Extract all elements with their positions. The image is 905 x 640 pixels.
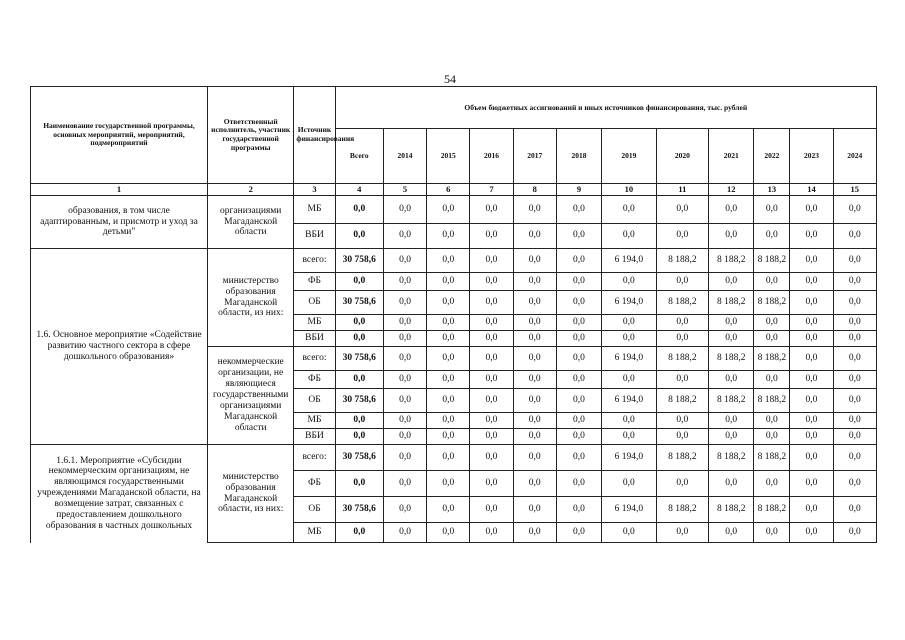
source-cell: МБ: [294, 315, 335, 331]
value-cell: 0,0: [427, 315, 470, 331]
value-cell: 0,0: [470, 196, 513, 224]
value-cell: 0,0: [383, 196, 426, 224]
executor-cell: организациями Магаданской области: [207, 196, 293, 249]
source-cell: ВБИ: [294, 331, 335, 347]
value-cell: 8 188,2: [656, 445, 708, 471]
value-cell: 0,0: [709, 224, 754, 249]
value-cell: 0,0: [602, 413, 657, 429]
value-cell: 0,0: [383, 429, 426, 445]
value-cell: 8 188,2: [656, 347, 708, 371]
value-cell: 0,0: [833, 371, 876, 389]
column-number: 2: [207, 184, 293, 196]
source-cell: ОБ: [294, 497, 335, 523]
total-cell: 30 758,6: [335, 497, 383, 523]
value-cell: 0,0: [556, 249, 601, 273]
value-cell: 0,0: [556, 413, 601, 429]
value-cell: 0,0: [602, 315, 657, 331]
total-cell: 0,0: [335, 471, 383, 497]
value-cell: 8 188,2: [656, 497, 708, 523]
value-cell: 0,0: [427, 273, 470, 291]
value-cell: 0,0: [833, 429, 876, 445]
value-cell: 0,0: [656, 371, 708, 389]
value-cell: 0,0: [602, 273, 657, 291]
value-cell: 0,0: [754, 273, 790, 291]
value-cell: 0,0: [656, 523, 708, 543]
value-cell: 0,0: [833, 445, 876, 471]
header-year: 2016: [470, 129, 513, 184]
value-cell: 0,0: [656, 413, 708, 429]
executor-cell: министерство образования Магаданской области, из них:: [207, 249, 293, 347]
value-cell: 0,0: [383, 315, 426, 331]
column-number: 10: [602, 184, 657, 196]
header-source: Источник финансирования: [294, 87, 335, 184]
value-cell: 0,0: [754, 429, 790, 445]
value-cell: 0,0: [513, 315, 556, 331]
value-cell: 0,0: [556, 445, 601, 471]
value-cell: 0,0: [427, 429, 470, 445]
value-cell: 0,0: [790, 249, 833, 273]
value-cell: 0,0: [754, 196, 790, 224]
value-cell: 0,0: [790, 523, 833, 543]
source-cell: всего:: [294, 347, 335, 371]
value-cell: 0,0: [556, 497, 601, 523]
value-cell: 0,0: [470, 429, 513, 445]
table-row: [31, 196, 877, 224]
value-cell: 0,0: [790, 497, 833, 523]
value-cell: 0,0: [556, 347, 601, 371]
value-cell: 0,0: [754, 224, 790, 249]
value-cell: 0,0: [383, 371, 426, 389]
header-year: 2018: [556, 129, 601, 184]
value-cell: 0,0: [709, 471, 754, 497]
value-cell: 0,0: [656, 196, 708, 224]
source-cell: ВБИ: [294, 429, 335, 445]
total-cell: 0,0: [335, 315, 383, 331]
program-name-cell: 1.6.1. Мероприятие «Субсидии некоммерческим организациям, не являющимся государственными учреждениями Магаданской области, на возмещение затрат, связанных с предоставлением дошкольного образования в частных дошкольных: [31, 445, 208, 543]
value-cell: 0,0: [656, 273, 708, 291]
value-cell: 0,0: [602, 523, 657, 543]
value-cell: 0,0: [602, 371, 657, 389]
value-cell: 0,0: [833, 523, 876, 543]
program-name-cell: образования, в том числе адаптированным, и присмотр и уход за детьми": [31, 196, 208, 249]
value-cell: 0,0: [833, 273, 876, 291]
value-cell: 0,0: [513, 389, 556, 413]
value-cell: 0,0: [470, 315, 513, 331]
header-year: 2017: [513, 129, 556, 184]
value-cell: 0,0: [754, 315, 790, 331]
total-cell: 0,0: [335, 523, 383, 543]
value-cell: 8 188,2: [754, 445, 790, 471]
value-cell: 0,0: [513, 497, 556, 523]
value-cell: 0,0: [790, 471, 833, 497]
value-cell: 8 188,2: [754, 347, 790, 371]
value-cell: 0,0: [470, 224, 513, 249]
total-cell: 0,0: [335, 429, 383, 445]
value-cell: 0,0: [833, 315, 876, 331]
value-cell: 0,0: [833, 471, 876, 497]
value-cell: 0,0: [383, 273, 426, 291]
value-cell: 0,0: [470, 413, 513, 429]
value-cell: 0,0: [383, 523, 426, 543]
column-number-row: [31, 184, 877, 196]
value-cell: 8 188,2: [754, 497, 790, 523]
value-cell: 0,0: [383, 249, 426, 273]
value-cell: 0,0: [709, 331, 754, 347]
value-cell: 0,0: [656, 471, 708, 497]
value-cell: 0,0: [790, 371, 833, 389]
header-budget: Объем бюджетных ассигнований и иных источников финансирования, тыс. рублей: [335, 87, 876, 129]
source-cell: ФБ: [294, 371, 335, 389]
value-cell: 0,0: [833, 196, 876, 224]
value-cell: 0,0: [602, 471, 657, 497]
column-number: 3: [294, 184, 335, 196]
header-year: 2015: [427, 129, 470, 184]
value-cell: 0,0: [513, 196, 556, 224]
value-cell: 0,0: [656, 429, 708, 445]
value-cell: 0,0: [833, 249, 876, 273]
value-cell: 0,0: [556, 471, 601, 497]
value-cell: 8 188,2: [754, 389, 790, 413]
total-cell: 30 758,6: [335, 389, 383, 413]
source-cell: ОБ: [294, 291, 335, 315]
source-cell: ФБ: [294, 273, 335, 291]
value-cell: 8 188,2: [754, 291, 790, 315]
value-cell: 0,0: [790, 315, 833, 331]
source-cell: ФБ: [294, 471, 335, 497]
value-cell: 0,0: [470, 445, 513, 471]
value-cell: 0,0: [602, 224, 657, 249]
table-row: [31, 249, 877, 273]
value-cell: 0,0: [513, 429, 556, 445]
header-year: 2022: [754, 129, 790, 184]
total-cell: 30 758,6: [335, 291, 383, 315]
header-row: [31, 87, 877, 129]
value-cell: 0,0: [656, 224, 708, 249]
value-cell: 0,0: [513, 224, 556, 249]
page-number: 54: [444, 72, 456, 86]
value-cell: 0,0: [427, 291, 470, 315]
total-cell: 0,0: [335, 413, 383, 429]
value-cell: 8 188,2: [709, 249, 754, 273]
value-cell: 0,0: [427, 196, 470, 224]
value-cell: 0,0: [602, 196, 657, 224]
value-cell: 8 188,2: [709, 445, 754, 471]
total-cell: 0,0: [335, 371, 383, 389]
column-number: 6: [427, 184, 470, 196]
value-cell: 0,0: [470, 273, 513, 291]
total-cell: 0,0: [335, 273, 383, 291]
column-number: 12: [709, 184, 754, 196]
value-cell: 0,0: [427, 249, 470, 273]
value-cell: 0,0: [427, 523, 470, 543]
value-cell: 0,0: [656, 331, 708, 347]
value-cell: 0,0: [754, 523, 790, 543]
value-cell: 0,0: [556, 389, 601, 413]
header-year: 2019: [602, 129, 657, 184]
value-cell: 0,0: [470, 291, 513, 315]
value-cell: 6 194,0: [602, 347, 657, 371]
value-cell: 0,0: [754, 413, 790, 429]
value-cell: 0,0: [383, 331, 426, 347]
value-cell: 0,0: [383, 497, 426, 523]
value-cell: 0,0: [790, 413, 833, 429]
value-cell: 0,0: [790, 331, 833, 347]
value-cell: 0,0: [556, 371, 601, 389]
value-cell: 0,0: [470, 347, 513, 371]
value-cell: 6 194,0: [602, 291, 657, 315]
value-cell: 0,0: [754, 331, 790, 347]
column-number: 11: [656, 184, 708, 196]
value-cell: 0,0: [709, 273, 754, 291]
value-cell: 0,0: [470, 471, 513, 497]
value-cell: 0,0: [754, 371, 790, 389]
value-cell: 0,0: [513, 273, 556, 291]
value-cell: 0,0: [556, 315, 601, 331]
value-cell: 0,0: [513, 523, 556, 543]
value-cell: 0,0: [470, 389, 513, 413]
header-total: Всего: [335, 129, 383, 184]
column-number: 9: [556, 184, 601, 196]
value-cell: 0,0: [383, 389, 426, 413]
header-year: 2024: [833, 129, 876, 184]
value-cell: 0,0: [513, 291, 556, 315]
value-cell: 0,0: [790, 347, 833, 371]
value-cell: 0,0: [513, 347, 556, 371]
value-cell: 0,0: [383, 224, 426, 249]
value-cell: 0,0: [790, 224, 833, 249]
value-cell: 0,0: [556, 331, 601, 347]
value-cell: 0,0: [427, 347, 470, 371]
value-cell: 0,0: [833, 497, 876, 523]
value-cell: 0,0: [833, 413, 876, 429]
source-cell: всего:: [294, 249, 335, 273]
column-number: 5: [383, 184, 426, 196]
value-cell: 0,0: [513, 331, 556, 347]
value-cell: 0,0: [556, 291, 601, 315]
header-year: 2021: [709, 129, 754, 184]
value-cell: 0,0: [470, 371, 513, 389]
value-cell: 0,0: [833, 331, 876, 347]
value-cell: 0,0: [427, 224, 470, 249]
value-cell: 8 188,2: [709, 389, 754, 413]
value-cell: 0,0: [709, 523, 754, 543]
value-cell: 0,0: [790, 429, 833, 445]
header-year: 2020: [656, 129, 708, 184]
value-cell: 6 194,0: [602, 445, 657, 471]
total-cell: 0,0: [335, 224, 383, 249]
value-cell: 0,0: [833, 291, 876, 315]
value-cell: 0,0: [470, 331, 513, 347]
value-cell: 0,0: [790, 389, 833, 413]
value-cell: 0,0: [656, 315, 708, 331]
column-number: 13: [754, 184, 790, 196]
value-cell: 8 188,2: [656, 291, 708, 315]
value-cell: 8 188,2: [709, 291, 754, 315]
column-number: 1: [31, 184, 208, 196]
value-cell: 0,0: [602, 331, 657, 347]
value-cell: 0,0: [709, 315, 754, 331]
source-cell: ВБИ: [294, 224, 335, 249]
total-cell: 30 758,6: [335, 249, 383, 273]
value-cell: 0,0: [556, 429, 601, 445]
value-cell: 0,0: [383, 445, 426, 471]
value-cell: 0,0: [513, 371, 556, 389]
value-cell: 0,0: [427, 331, 470, 347]
total-cell: 0,0: [335, 331, 383, 347]
program-name-cell: 1.6. Основное мероприятие «Содействие развитию частного сектора в сфере дошкольного образования»: [31, 249, 208, 445]
value-cell: 0,0: [790, 291, 833, 315]
column-number: 4: [335, 184, 383, 196]
value-cell: 0,0: [833, 224, 876, 249]
value-cell: 0,0: [790, 273, 833, 291]
total-cell: 30 758,6: [335, 445, 383, 471]
value-cell: 0,0: [833, 347, 876, 371]
table-row: [31, 445, 877, 471]
total-cell: 0,0: [335, 196, 383, 224]
value-cell: 0,0: [513, 445, 556, 471]
value-cell: 8 188,2: [709, 347, 754, 371]
value-cell: 0,0: [556, 196, 601, 224]
value-cell: 0,0: [556, 224, 601, 249]
value-cell: 0,0: [709, 429, 754, 445]
value-cell: 6 194,0: [602, 389, 657, 413]
value-cell: 0,0: [383, 471, 426, 497]
value-cell: 0,0: [427, 389, 470, 413]
value-cell: 6 194,0: [602, 249, 657, 273]
value-cell: 0,0: [709, 196, 754, 224]
value-cell: 0,0: [427, 445, 470, 471]
executor-cell: министерство образования Магаданской области, из них:: [207, 445, 293, 543]
value-cell: 8 188,2: [656, 249, 708, 273]
value-cell: 6 194,0: [602, 497, 657, 523]
value-cell: 0,0: [383, 413, 426, 429]
value-cell: 0,0: [513, 249, 556, 273]
value-cell: 0,0: [556, 523, 601, 543]
value-cell: 8 188,2: [709, 497, 754, 523]
value-cell: 0,0: [470, 497, 513, 523]
source-cell: ОБ: [294, 389, 335, 413]
column-number: 15: [833, 184, 876, 196]
source-cell: МБ: [294, 413, 335, 429]
value-cell: 0,0: [790, 196, 833, 224]
value-cell: 0,0: [709, 413, 754, 429]
column-number: 8: [513, 184, 556, 196]
value-cell: 0,0: [427, 471, 470, 497]
column-number: 14: [790, 184, 833, 196]
value-cell: 0,0: [513, 413, 556, 429]
value-cell: 0,0: [709, 371, 754, 389]
value-cell: 0,0: [427, 371, 470, 389]
source-cell: МБ: [294, 523, 335, 543]
total-cell: 30 758,6: [335, 347, 383, 371]
column-number: 7: [470, 184, 513, 196]
source-cell: МБ: [294, 196, 335, 224]
value-cell: 8 188,2: [754, 249, 790, 273]
value-cell: 0,0: [470, 523, 513, 543]
header-year: 2023: [790, 129, 833, 184]
value-cell: 0,0: [602, 429, 657, 445]
value-cell: 0,0: [833, 389, 876, 413]
budget-table: [30, 86, 877, 543]
value-cell: 0,0: [470, 249, 513, 273]
value-cell: 0,0: [427, 497, 470, 523]
header-year: 2014: [383, 129, 426, 184]
value-cell: 0,0: [383, 347, 426, 371]
value-cell: 0,0: [754, 471, 790, 497]
value-cell: 0,0: [790, 445, 833, 471]
header-executor: Ответственный исполнитель, участник государственной программы: [207, 87, 293, 184]
value-cell: 0,0: [427, 413, 470, 429]
executor-cell: некоммерческие организации, не являющиеся государственными организациями Магаданской области: [207, 347, 293, 445]
source-cell: всего:: [294, 445, 335, 471]
value-cell: 0,0: [383, 291, 426, 315]
value-cell: 0,0: [513, 471, 556, 497]
value-cell: 8 188,2: [656, 389, 708, 413]
value-cell: 0,0: [556, 273, 601, 291]
header-program: Наименование государственной программы, основных мероприятий, мероприятий, подмероприятий: [31, 87, 208, 184]
